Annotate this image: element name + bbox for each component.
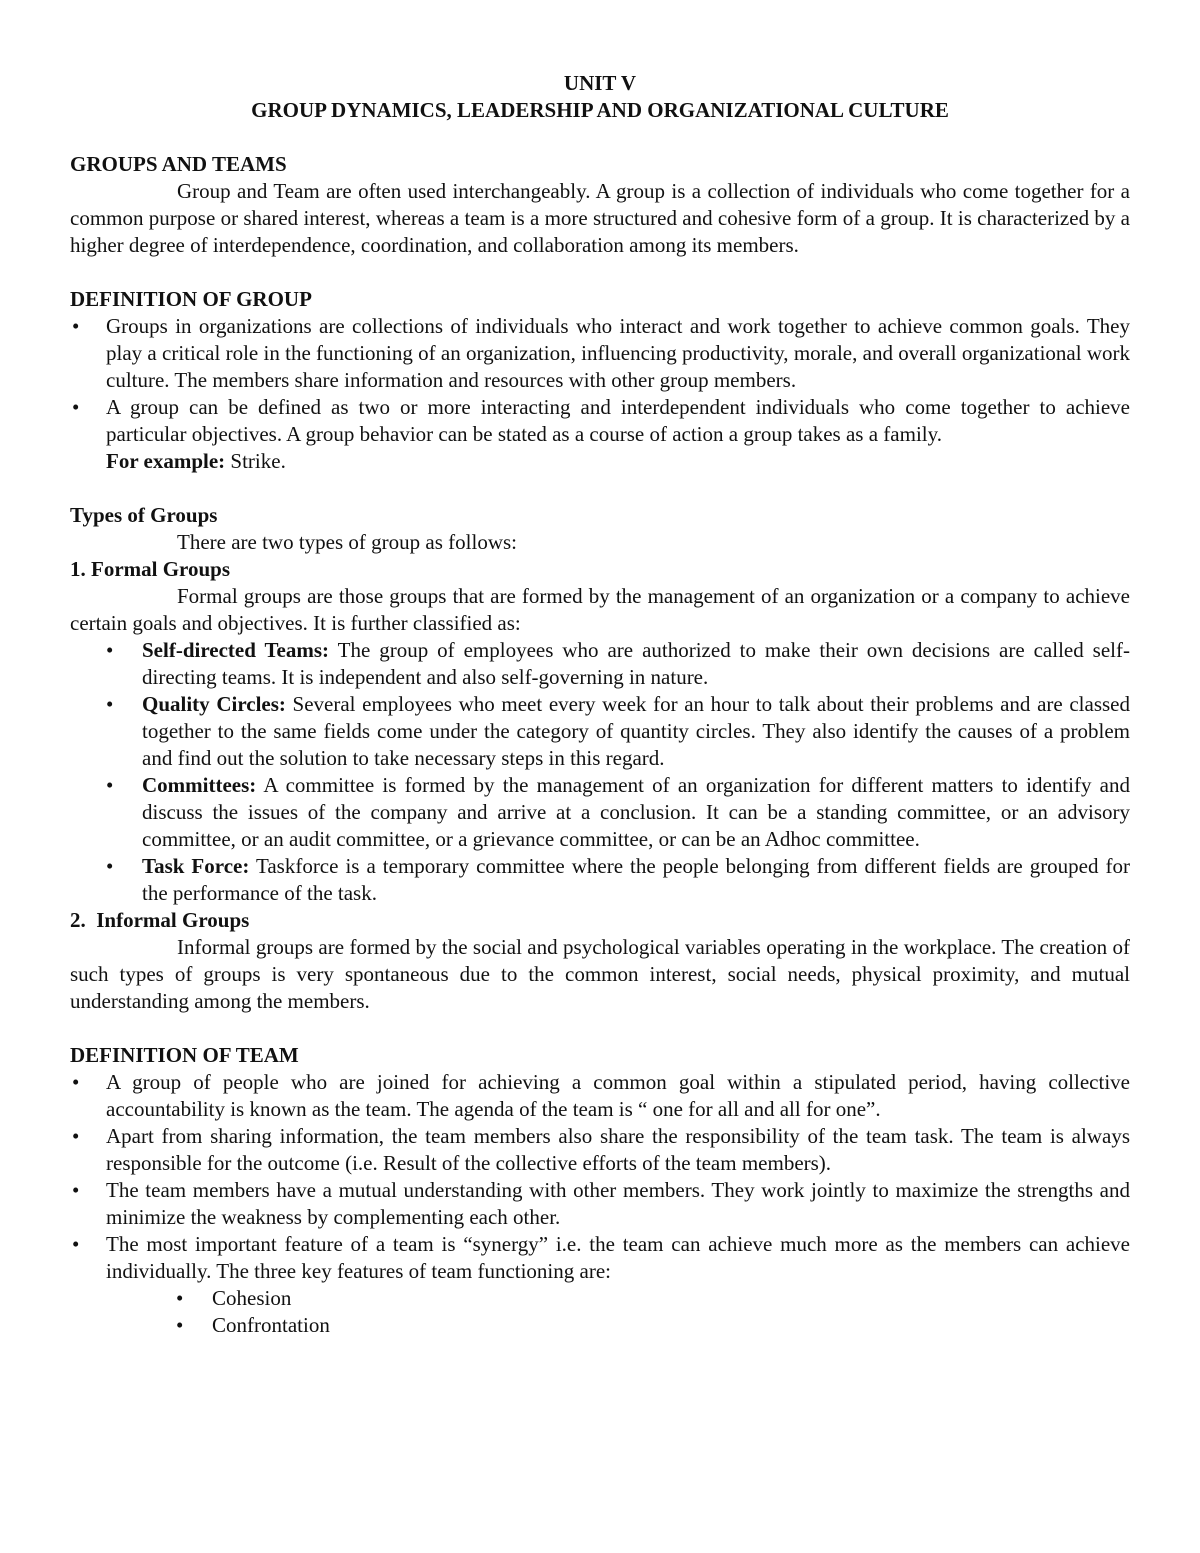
document-page (70, 70, 1130, 1339)
list-item (70, 1231, 1130, 1285)
document-title: GROUP DYNAMICS, LEADERSHIP AND ORGANIZATIONAL CULTURE (251, 98, 949, 122)
list-item-text: Apart from sharing information, the team members also share the responsibility of the team task. The team is always responsible for the outcome (i.e. Result of the collective efforts of the team members). (106, 1124, 1130, 1175)
list-item: • Cohesion (70, 1285, 1130, 1312)
subheading-informal-groups: 2. Informal Groups (70, 908, 250, 932)
unit-label: UNIT V (563, 71, 637, 95)
section-heading-definition-of-team: DEFINITION OF TEAM (70, 1043, 299, 1067)
section-heading-types-of-groups: Types of Groups (70, 503, 218, 527)
item-label: Committees: (142, 773, 257, 797)
list-item: • Confrontation (70, 1312, 1130, 1339)
definition-of-group-list (70, 313, 1130, 475)
list-item-text: The most important feature of a team is “synergy” i.e. the team can achieve much more as the members can achieve individually. The three key features of team functioning are: (106, 1232, 1130, 1283)
formal-groups-list (70, 637, 1130, 907)
list-item (70, 637, 1130, 691)
team-features-list (70, 1285, 1130, 1339)
example-text: Strike. (225, 449, 286, 473)
list-item (70, 1123, 1130, 1177)
list-item (70, 1177, 1130, 1231)
definition-of-team-list (70, 1069, 1130, 1285)
groups-teams-paragraph: Group and Team are often used interchangeably. A group is a collection of individuals who come together for a common purpose or shared interest, whereas a team is a more structured and cohesive form of a group. It is characterized by a higher degree of interdependence, coordination, and collaboration among its members. (70, 179, 1130, 257)
item-label: Task Force: (142, 854, 250, 878)
list-item (70, 313, 1130, 394)
list-item (70, 772, 1130, 853)
formal-groups-paragraph: Formal groups are those groups that are formed by the management of an organization or a company to achieve certain goals and objectives. It is further classified as: (70, 584, 1130, 635)
item-text: Taskforce is a temporary committee where the people belonging from different fields are grouped for the performance of the task. (142, 854, 1130, 905)
types-intro: There are two types of group as follows: (177, 530, 517, 554)
list-item (70, 691, 1130, 772)
list-item (70, 394, 1130, 475)
list-item-text: Groups in organizations are collections of individuals who interact and work together to achieve common goals. They play a critical role in the functioning of an organization, influencing productivity, morale, and overall organizational work culture. The members share information and resources with other group members. (106, 314, 1130, 392)
item-label: Quality Circles: (142, 692, 286, 716)
section-heading-groups-and-teams: GROUPS AND TEAMS (70, 152, 287, 176)
item-text: A committee is formed by the management of an organization for different matters to identify and discuss the issues of the company and arrive at a conclusion. It can be a standing committee, or an advisory committee, or an audit committee, or a grievance committee, or can be an Adhoc committee. (142, 773, 1130, 851)
informal-groups-paragraph: Informal groups are formed by the social and psychological variables operating in the workplace. The creation of such types of groups is very spontaneous due to the common interest, social needs, physical proximity, and mutual understanding among the members. (70, 935, 1130, 1013)
section-heading-definition-of-group: DEFINITION OF GROUP (70, 287, 312, 311)
subheading-formal-groups: 1. Formal Groups (70, 557, 231, 581)
item-text: The group of employees who are authorized to make their own decisions are called self-directing teams. It is independent and also self-governing in nature. (142, 638, 1130, 689)
list-item (70, 1069, 1130, 1123)
example-label: For example: (106, 449, 226, 473)
list-item-text: A group of people who are joined for achieving a common goal within a stipulated period, having collective accountability is known as the team. The agenda of the team is “ one for all and all for one”. (106, 1070, 1130, 1121)
list-item (70, 853, 1130, 907)
list-item-text: The team members have a mutual understanding with other members. They work jointly to maximize the strengths and minimize the weakness by complementing each other. (106, 1178, 1130, 1229)
list-item-text: A group can be defined as two or more interacting and interdependent individuals who come together to achieve particular objectives. A group behavior can be stated as a course of action a group takes as a family. (106, 395, 1130, 446)
item-text: Several employees who meet every week for an hour to talk about their problems and are classed together to the same fields come under the category of quantity circles. They also identify the causes of a problem and find out the solution to take necessary steps in this regard. (142, 692, 1130, 770)
item-label: Self-directed Teams: (142, 638, 330, 662)
